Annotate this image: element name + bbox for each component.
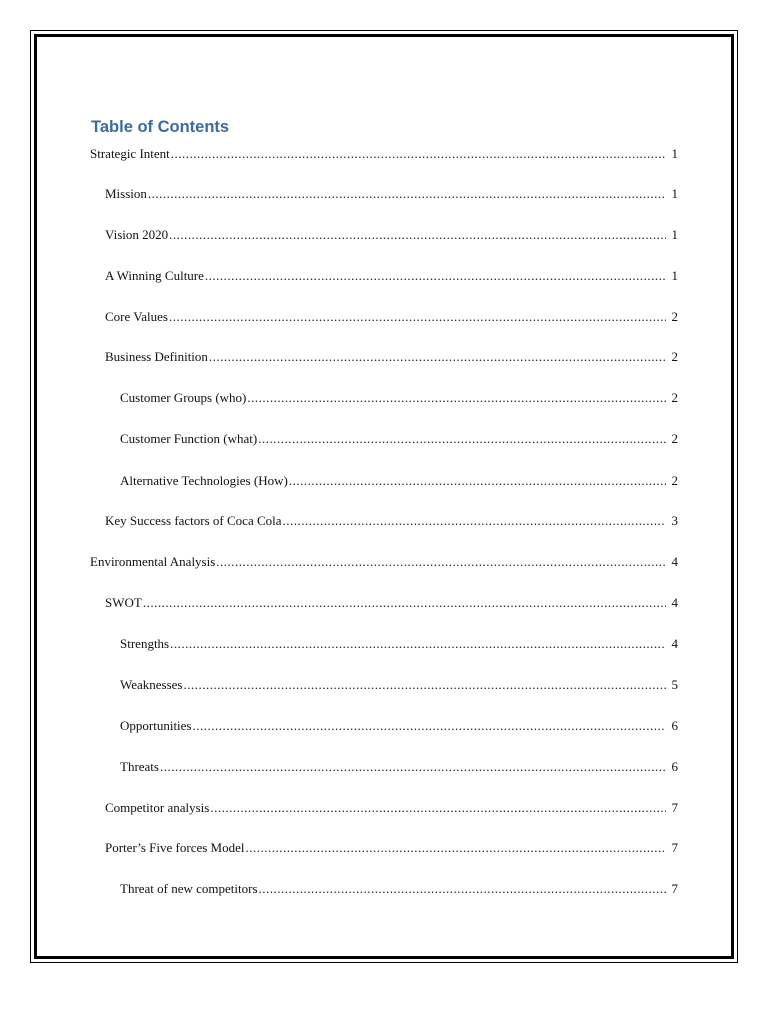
toc-entry[interactable] [105,513,678,529]
toc-dot-leader [143,595,666,611]
toc-entry[interactable] [120,677,678,693]
toc-entry-label: Customer Function (what) [120,431,258,446]
toc-dot-leader [283,513,666,529]
toc-entry-label: Threats [120,759,159,774]
toc-entry-page: 1 [671,186,678,201]
toc-entry[interactable] [105,186,678,202]
toc-entry-label: Threat of new competitors [120,881,258,896]
toc-entry-page: 2 [671,349,678,364]
toc-entry-label: Key Success factors of Coca Cola [105,513,282,528]
toc-entry-page: 1 [671,227,678,242]
toc-entry-page: 1 [671,268,678,283]
toc-entry-label: Vision 2020 [105,227,169,242]
toc-entry-page: 6 [671,759,678,774]
toc-entry[interactable] [120,636,678,652]
toc-entry[interactable] [120,431,678,447]
toc-entry[interactable] [105,349,678,365]
toc-dot-leader [210,800,666,816]
toc-dot-leader [259,881,666,897]
toc-entry-page: 7 [671,881,678,896]
toc-entry-label: Strengths [120,636,170,651]
toc-dot-leader [148,186,666,202]
toc-entry-label: Alternative Technologies (How) [120,473,288,488]
toc-dot-leader [289,473,666,489]
toc-entry[interactable] [90,146,678,162]
toc-entry-label: Business Definition [105,349,208,364]
toc-entry-label: Mission [105,186,147,201]
toc-dot-leader [209,349,666,365]
toc-entry-page: 7 [671,840,678,855]
toc-entry-label: Opportunities [120,718,192,733]
toc-entry-page: 4 [671,636,678,651]
toc-dot-leader [245,840,666,856]
toc-entry[interactable] [105,309,678,325]
toc-dot-leader [193,718,667,734]
toc-entry-page: 2 [671,473,678,488]
toc-dot-leader [171,146,666,162]
toc-entry-label: Competitor analysis [105,800,210,815]
toc-entry[interactable] [120,759,678,775]
toc-entry[interactable] [105,595,678,611]
toc-title: Table of Contents [91,118,230,136]
toc-entry[interactable] [90,554,678,570]
toc-entry-page: 3 [671,513,678,528]
toc-entry-page: 2 [671,309,678,324]
toc-dot-leader [216,554,666,570]
toc-entry-page: 7 [671,800,678,815]
toc-entry-page: 4 [671,595,678,610]
toc-entry[interactable] [120,473,678,489]
toc-entry[interactable] [105,800,678,816]
toc-entry-page: 2 [671,390,678,405]
toc-dot-leader [169,309,666,325]
toc-dot-leader [170,636,666,652]
toc-dot-leader [205,268,666,284]
toc-entry-page: 2 [671,431,678,446]
toc-entry-label: Core Values [105,309,168,324]
toc-entry[interactable] [120,390,678,406]
toc-dot-leader [184,677,667,693]
toc-entry-page: 5 [671,677,678,692]
toc-entry-label: SWOT [105,595,142,610]
toc-entry-label: Weaknesses [120,677,183,692]
toc-entry-page: 6 [671,718,678,733]
toc-entry[interactable] [105,227,678,243]
toc-dot-leader [160,759,666,775]
toc-dot-leader [247,390,666,406]
toc-entry-page: 1 [671,146,678,161]
toc-dot-leader [169,227,666,243]
toc-entry-label: Environmental Analysis [90,554,216,569]
toc-entry-label: Customer Groups (who) [120,390,247,405]
toc-entry[interactable] [105,840,678,856]
toc-entry-label: Porter’s Five forces Model [105,840,245,855]
toc-entry-label: Strategic Intent [90,146,170,161]
toc-entry-label: A Winning Culture [105,268,204,283]
toc-entry-page: 4 [671,554,678,569]
toc-entry[interactable] [120,881,678,897]
toc-entry[interactable] [105,268,678,284]
toc-dot-leader [258,431,666,447]
toc-entry[interactable] [120,718,678,734]
